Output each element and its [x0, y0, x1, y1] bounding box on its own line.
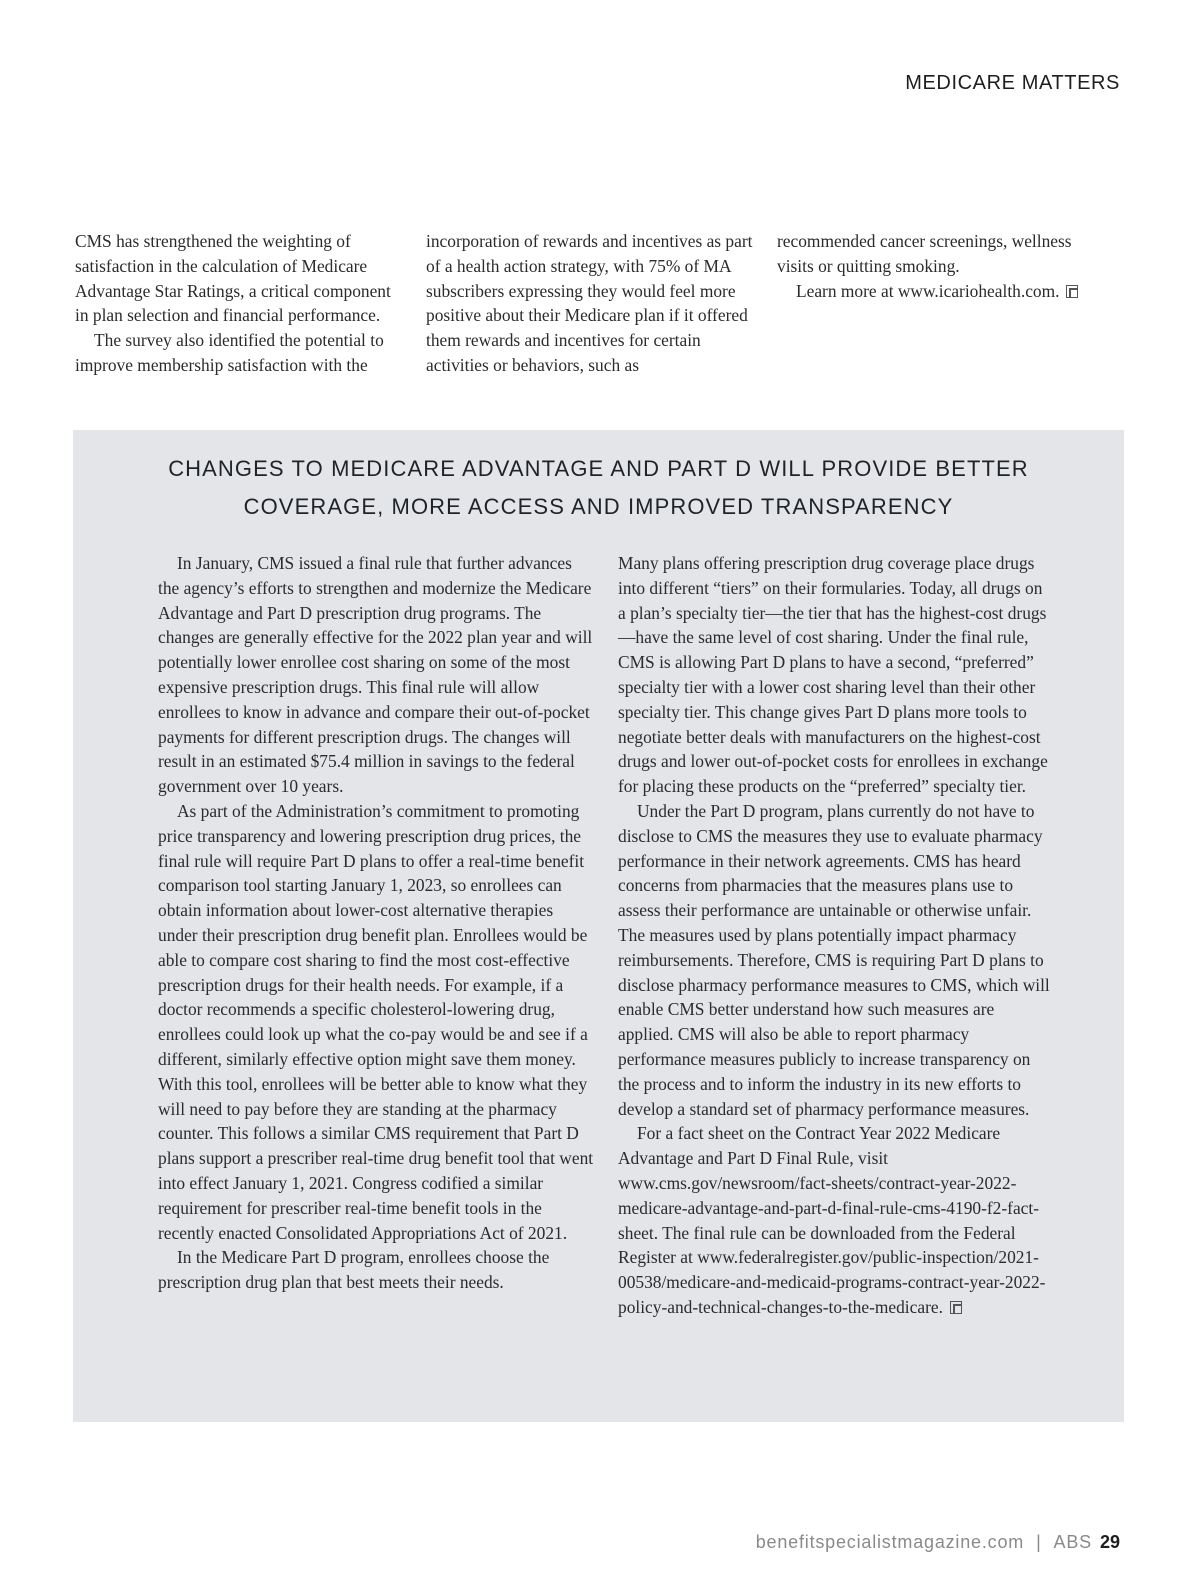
- sidebar-column-2: [618, 551, 1054, 1320]
- sidebar-body: [158, 551, 1054, 1320]
- footer-publication: ABS: [1053, 1532, 1092, 1552]
- fact-sheet-text: For a fact sheet on the Contract Year 2022 Medicare Advantage and Part D Final Rule, visit www.cms.gov/newsroom/fact-sheets/contract-year-2022-medicare-advantage-and-part-d-final-rule-cms-4190-f2-fact-sheet. The final rule can be downloaded from the Federal Register at www.federalregister.gov/public-inspection/2021-00538/medicare-and-medicaid-programs-contract-year-2022-policy-and-technical-changes-to-the-medicare.: [618, 1123, 1046, 1317]
- sidebar-paragraph: Under the Part D program, plans currently do not have to disclose to CMS the measures they use to evaluate pharmacy performance in their network agreements. CMS has heard concerns from pharmacies that the measures plans use to assess their performance are untainable or otherwise unfair. The measures used by plans potentially impact pharmacy reimbursements. Therefore, CMS is requiring Part D plans to disclose pharmacy performance measures to CMS, which will enable CMS better understand how such measures are applied. CMS will also be able to report pharmacy performance measures publicly to increase transparency on the process and to inform the industry in its new efforts to develop a standard set of pharmacy performance measures.: [618, 800, 1050, 1119]
- article-paragraph: recommended cancer screenings, wellness visits or quitting smoking.: [777, 231, 1072, 276]
- sidebar-paragraph: In the Medicare Part D program, enrollees choose the prescription drug plan that best meets their needs.: [158, 1247, 550, 1293]
- footer-site[interactable]: benefitspecialistmagazine.com: [755, 1532, 1025, 1552]
- top-article-column-3: [777, 229, 1110, 378]
- sidebar-box: [73, 430, 1124, 1422]
- sidebar-title-line-2: COVERAGE, MORE ACCESS AND IMPROVED TRANSPARENCY: [243, 494, 954, 519]
- top-article: [75, 229, 1110, 378]
- article-paragraph-last: [777, 279, 1110, 304]
- section-header: MEDICARE MATTERS: [905, 72, 1120, 94]
- end-mark-icon: [1066, 285, 1078, 298]
- sidebar-paragraph-last: [618, 1121, 1054, 1319]
- sidebar-paragraph: Many plans offering prescription drug coverage place drugs into different “tiers” on their formularies. Today, all drugs on a plan’s specialty tier—the tier that has the highest-cost drugs—have the same level of cost sharing. Under the final rule, CMS is allowing Part D plans to have a second, “preferred” specialty tier with a lower cost sharing level than their other specialty tier. This change gives Part D plans more tools to negotiate better deals with manufacturers on the highest-cost drugs and lower out-of-pocket costs for enrollees in exchange for placing these products on the “preferred” specialty tier.: [618, 553, 1048, 797]
- end-mark-icon: [950, 1301, 962, 1314]
- sidebar-title-line-1: CHANGES TO MEDICARE ADVANTAGE AND PART D WILL PROVIDE BETTER: [168, 456, 1029, 481]
- sidebar-paragraph: In January, CMS issued a final rule that further advances the agency’s efforts to strengthen and modernize the Medicare Advantage and Part D prescription drug programs. The changes are generally effective for the 2022 plan year and will potentially lower enrollee cost sharing on some of the most expensive prescription drugs. This final rule will allow enrollees to know in advance and compare their out-of-pocket payments for different prescription drugs. The changes will result in an estimated $75.4 million in savings to the federal government over 10 years.: [158, 553, 593, 797]
- sidebar-title: [73, 450, 1124, 526]
- article-paragraph: incorporation of rewards and incentives as part of a health action strategy, with 75% of MA subscribers expressing they would feel more positive about their Medicare plan if it offered them rewards and incentives for certain activities or behaviors, such as: [426, 231, 753, 375]
- page-number: 29: [1099, 1532, 1120, 1552]
- article-paragraph: CMS has strengthened the weighting of satisfaction in the calculation of Medicare Advantage Star Ratings, a critical component in plan selection and financial performance.: [75, 231, 391, 326]
- learn-more-link[interactable]: Learn more at www.icariohealth.com.: [796, 280, 1060, 301]
- article-paragraph: The survey also identified the potential to improve membership satisfaction with the: [75, 330, 384, 375]
- sidebar-paragraph: As part of the Administration’s commitment to promoting price transparency and lowering prescription drug prices, the final rule will require Part D plans to offer a real-time benefit comparison tool starting January 1, 2023, so enrollees can obtain information about lower-cost alternative therapies under their prescription drug benefit plan. Enrollees would be able to compare cost sharing to find the most cost-effective prescription drugs for their health needs. For example, if a doctor recommends a specific cholesterol-lowering drug, enrollees could look up what the co-pay would be and see if a different, similarly effective option might save them money. With this tool, enrollees will be better able to know what they will need to pay before they are standing at the pharmacy counter. This follows a similar CMS requirement that Part D plans support a prescriber real-time drug benefit tool that went into effect January 1, 2021. Congress codified a similar requirement for prescriber real-time benefit tools in the recently enacted Consolidated Appropriations Act of 2021.: [158, 800, 594, 1243]
- top-article-column-1: [75, 229, 408, 378]
- page-footer: [756, 1532, 1120, 1553]
- footer-separator: |: [1036, 1532, 1042, 1552]
- top-article-column-2: [426, 229, 759, 378]
- sidebar-column-1: [158, 551, 594, 1320]
